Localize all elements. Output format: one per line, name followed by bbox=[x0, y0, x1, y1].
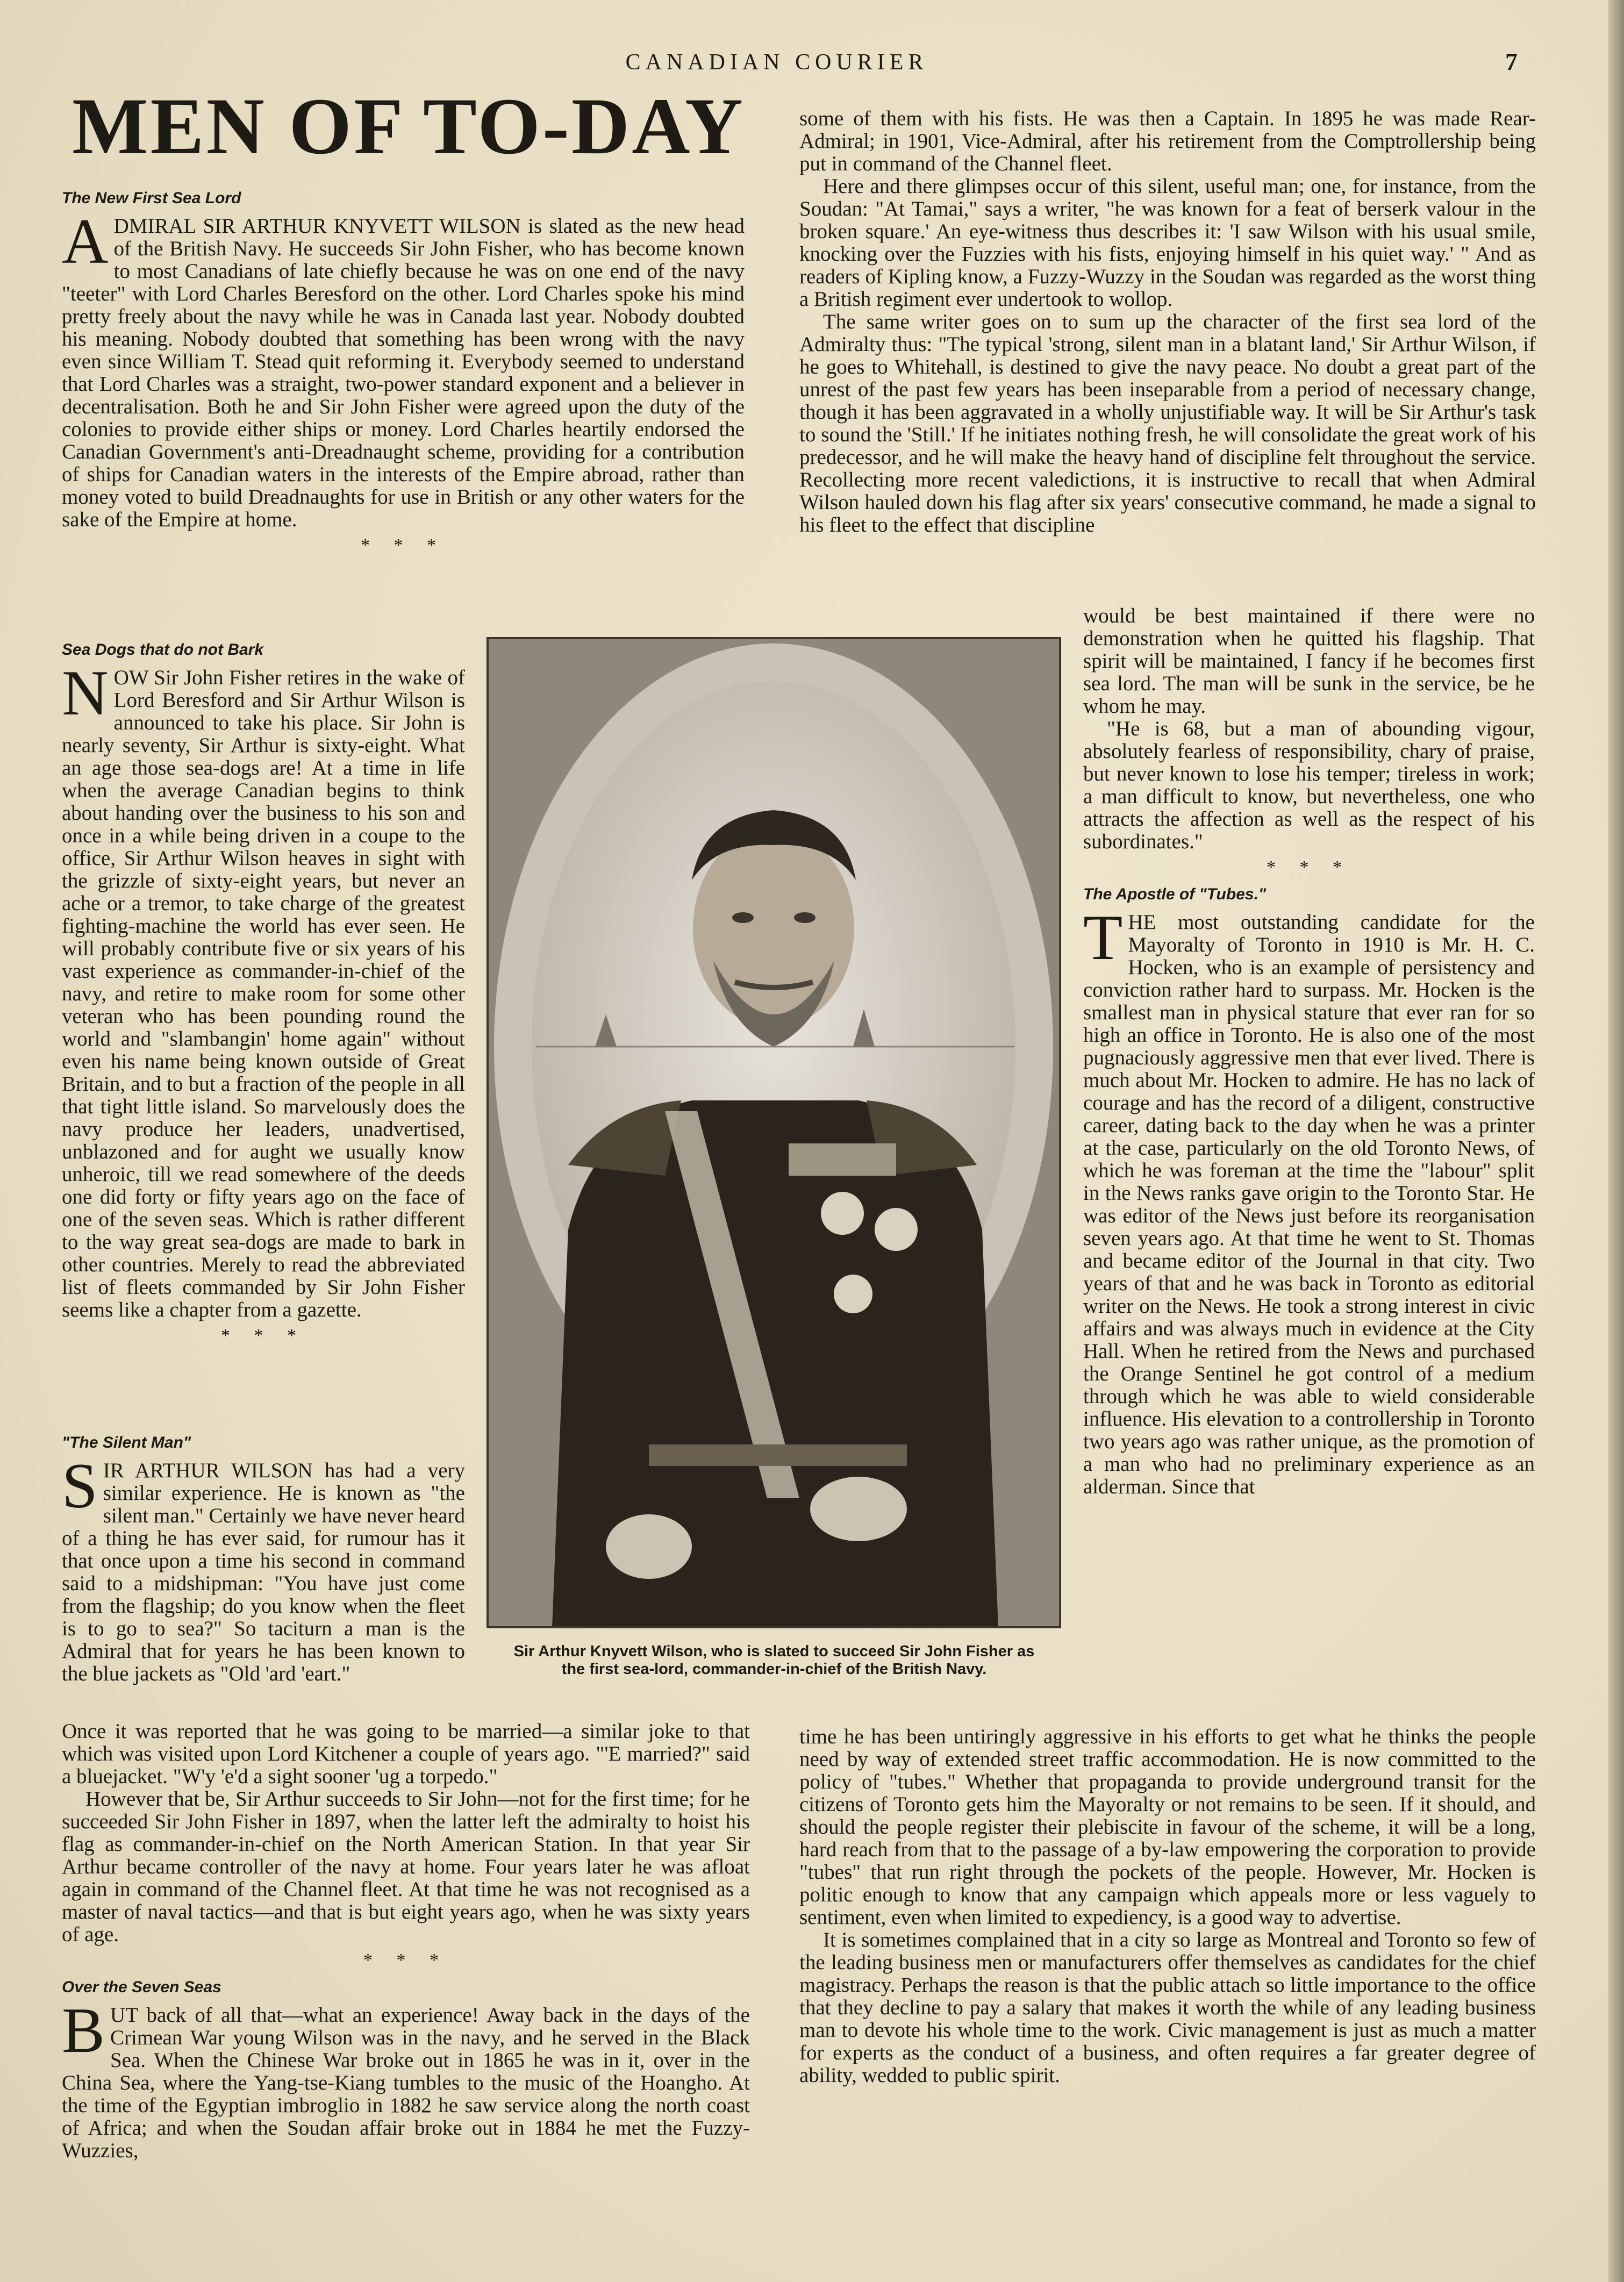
paragraph: Once it was reported that he was going to be married—a similar joke to that which was visited upon Lord Kitchener a couple of years ago. "'E married?" said a bluejacket. "W'y 'e'd a sight sooner 'ug a torpedo." bbox=[62, 1720, 750, 1788]
right-column-bottom bbox=[799, 1726, 1536, 2087]
drop-cap: S bbox=[62, 1450, 98, 1521]
drop-cap: T bbox=[1083, 902, 1123, 973]
section-separator: * * * bbox=[363, 1950, 448, 1970]
article-silent-man bbox=[62, 1427, 465, 1685]
section-separator: * * * bbox=[361, 535, 446, 555]
section-heading: Over the Seven Seas bbox=[62, 1978, 221, 1996]
page-title: MEN OF TO-DAY bbox=[71, 82, 746, 171]
drop-cap: B bbox=[62, 1994, 105, 2066]
running-head: CANADIAN COURIER bbox=[625, 50, 928, 75]
paragraph: time he has been untiringly aggressive in his efforts to get what he thinks the people need by way of extended street traffic accommodation. He is now committed to the policy of "tubes." Whether that propaganda to provide underground transit for the citizens of Toronto gets him the Mayoralty or not remains to be seen. If it should, and should the people register their plebiscite in favour of the scheme, it will be a long, hard reach from that to the passage of a by-law empowering the corporation to provide "tubes" that run right through the pockets of the people. However, Mr. Hocken is politic enough to know that any campaign which appeals more or less vaguely to sentiment, even when limited to expediency, is a good way to advertise. bbox=[799, 1725, 1536, 1929]
article-new-first-sea-lord bbox=[62, 183, 745, 561]
article-silent-man-continued bbox=[62, 1720, 750, 2162]
drop-cap: N bbox=[62, 657, 109, 728]
face bbox=[693, 829, 854, 1028]
paragraph: "He is 68, but a man of abounding vigour, absolutely fearless of responsibility, chary of praise, but never known to lose his temper; tireless in work; a man difficult to know, but nevertheless, one who attracts the affection as well as the respect of his subordinates." bbox=[1083, 717, 1535, 853]
drop-cap: A bbox=[62, 205, 109, 277]
paragraph: NOW Sir John Fisher retires in the wake of Lord Beresford and Sir Arthur Wilson is announced to take his place. Sir John is nearly seventy, Sir Arthur is sixty-eight. What an age those sea-dogs are! At a time in life when the average Canadian begins to think about handing over the business to his son and once in a while being driven in a coupe to the office, Sir Arthur Wilson heaves in sight with the grizzle of sixty-eight years, but never an ache or a tremor, to take charge of the greatest fighting-machine the world has ever seen. He will probably contribute five or six years of his vast experience as commander-in-chief of the navy, and retire to make room for some other veteran who has been pounding round the world and "slambangin' home again" without even his name being known outside of Great Britain, and to but a fraction of the people in all that tight little island. So marvelously does the navy produce her leaders, unadvertised, unblazoned and for aught we usually know unheroic, till we read somewhere of the deeds one did forty or fifty years ago on the face of one of the seven seas. Which is rather different to the way great sea-dogs are made to bark in other countries. Merely to read the abbreviated list of fleets commanded by Sir John Fisher seems like a chapter from a gazette. bbox=[62, 657, 465, 1321]
paragraph: Here and there glimpses occur of this silent, useful man; one, for instance, from the Soudan: "At Tamai," says a writer, "he was known for a feat of berserk valour in the broken square.' An eye-witness thus describes it: 'I saw Wilson with his usual smile, knocking over the Fuzzies with his fists, enjoying himself in his quiet way.' " And as readers of Kipling know, a Fuzzy-Wuzzy in the Soudan was regarded as the worst thing a British regiment ever undertook to wollop. bbox=[799, 175, 1536, 311]
gloved-hand bbox=[606, 1514, 692, 1579]
paragraph: ADMIRAL SIR ARTHUR KNYVETT WILSON is slated as the new head of the British Navy. He succeeds Sir John Fisher, who has become known to most Canadians of late chiefly because he was on one end of the navy "teeter" with Lord Charles Beresford on the other. Lord Charles spoke his mind pretty freely about the navy while he was in Canada last year. Nobody doubted his meaning. Nobody doubted that something has been wrong with the navy even since William T. Stead quit reforming it. Everybody seemed to understand that Lord Charles was a straight, two-power standard exponent and a believer in decentralisation. Both he and Sir John Fisher were agreed upon the duty of the colonies to provide either ships or money. Lord Charles heartily endorsed the Canadian Government's anti-Dreadnaught scheme, providing for a contribution of ships for Canadian waters in the interests of the Empire abroad, rather than money voted to build Dreadnaughts for use in British or any other waters for the sake of the Empire at home. bbox=[62, 205, 745, 531]
section-heading: "The Silent Man" bbox=[62, 1434, 191, 1451]
section-separator: * * * bbox=[1267, 857, 1351, 877]
section-heading: Sea Dogs that do not Bark bbox=[62, 641, 264, 659]
portrait-photo bbox=[487, 637, 1061, 1628]
paragraph: It is sometimes complained that in a city so large as Montreal and Toronto so few of the leading business men or manufacturers offer themselves as candidates for the chief magistracy. Perhaps the reason is that the public attach so little importance to the office that they decline to pay a salary that makes it worth the while of any leading business man to devote his whole time to the work. Civic management is just as much a matter for experts as the conduct of a business, and often requires a far greater degree of ability, wedded to public spirit. bbox=[799, 1928, 1536, 2087]
section-heading: The Apostle of "Tubes." bbox=[1083, 885, 1267, 903]
paragraph: BUT back of all that—what an experience! Away back in the days of the Crimean War young Wilson was in the navy, and he served in the Black Sea. When the Chinese War broke out in 1865 he was in it, over in the China Sea, where the Yang-tse-Kiang tumbles to the music of the Hoangho. At the time of the Egyptian imbroglio in 1882 he saw service along the north coast of Africa; and when the Soudan affair broke out in 1884 he met the Fuzzy-Wuzzies, bbox=[62, 1994, 750, 2162]
paragraph: SIR ARTHUR WILSON has had a very similar experience. He is known as "the silent man." Certainly we have never heard of a thing he has ever said, for rumour has it that once upon a time his second in command said to a midshipman: "You have just come from the flagship; do you know when the fleet is to go to sea?" So taciturn a man is the Admiral that for years he has been known to the blue jackets as "Old 'ard 'eart." bbox=[62, 1450, 465, 1685]
paragraph: THE most outstanding candidate for the Mayoralty of Toronto in 1910 is Mr. H. C. Hocken, who is an example of persistency and conviction rather hard to surpass. Mr. Hocken is the smallest man in physical stature that ever ran for so high an office in Toronto. He is also one of the most pugnaciously aggressive men that ever lived. There is much about Mr. Hocken to admire. He has no lack of courage and has the record of a diligent, constructive career, dating back to the day when he was a printer at the case, particularly on the old Toronto News, of which he was foreman at the time the "labour" split in the News ranks gave origin to the Toronto Star. He was editor of the News just before its reorganisation seven years ago. At that time he went to St. Thomas and became editor of the Journal in that city. Two years of that and he was back in Toronto as editorial writer on the News. He took a strong interest in civic affairs and was always much in evidence at the City Hall. When he retired from the News and purchased the Orange Sentinel he got control of a medium through which he was able to wield considerable influence. His elevation to a controllership in Toronto two years ago was rather unique, as the promotion of a man who had no preliminary experience as an alderman. Since that bbox=[1083, 902, 1535, 1498]
section-separator: * * * bbox=[221, 1326, 306, 1346]
paragraph: The same writer goes on to sum up the character of the first sea lord of the Admiralty thus: "The typical 'strong, silent man in a blatant land,' Sir Arthur Wilson, if he goes to Whitehall, is destined to give the navy peace. No doubt a great part of the unrest of the past few years has been inseparable from a period of necessary change, though it has been aggravated in a wholly unjustifiable way. It will be Sir Arthur's task to sound the 'Still.' If he initiates nothing fresh, he will consolidate the great work of his predecessor, and he will make the heavy hand of discipline felt throughout the service. Recollecting more recent valedictions, it is instructive to recall that when Admiral Wilson hauled down his flag after six years' consecutive command, he made a signal to his fleet to the effect that discipline bbox=[799, 310, 1536, 536]
gloved-hand bbox=[810, 1477, 907, 1541]
page-edge bbox=[1608, 0, 1624, 2282]
paragraph: would be best maintained if there were no demonstration when he quitted his flagship. That spirit will be maintained, I fancy if he becomes first sea lord. The man will be sunk in the service, be he whom he may. bbox=[1083, 604, 1535, 718]
page-number: 7 bbox=[1505, 48, 1518, 75]
admiral-portrait-illustration bbox=[488, 638, 1060, 1627]
article-sea-dogs bbox=[62, 634, 465, 1351]
photo-caption: Sir Arthur Knyvett Wilson, who is slated to succeed Sir John Fisher as the first sea-lord, commander-in-chief of the British Navy. bbox=[513, 1643, 1035, 1678]
paragraph: some of them with his fists. He was then a Captain. In 1895 he was made Rear-Admiral; in 1901, Vice-Admiral, after his retirement from the Comptrollership being put in command of the Channel fleet. bbox=[799, 107, 1536, 175]
right-column-top bbox=[799, 108, 1536, 536]
section-heading: The New First Sea Lord bbox=[62, 189, 241, 207]
right-column-narrow bbox=[1083, 605, 1535, 1498]
paragraph: However that be, Sir Arthur succeeds to Sir John—not for the first time; for he succeeded Sir John Fisher in 1897, when the latter left the admiralty to hoist his flag as commander-in-chief on the North American Station. In that year Sir Arthur became controller of the navy at home. Four years later he was afloat again in command of the Channel fleet. At that time he was not recognised as a master of naval tactics—and that is but eight years ago, when he was sixty years of age. bbox=[62, 1787, 750, 1946]
